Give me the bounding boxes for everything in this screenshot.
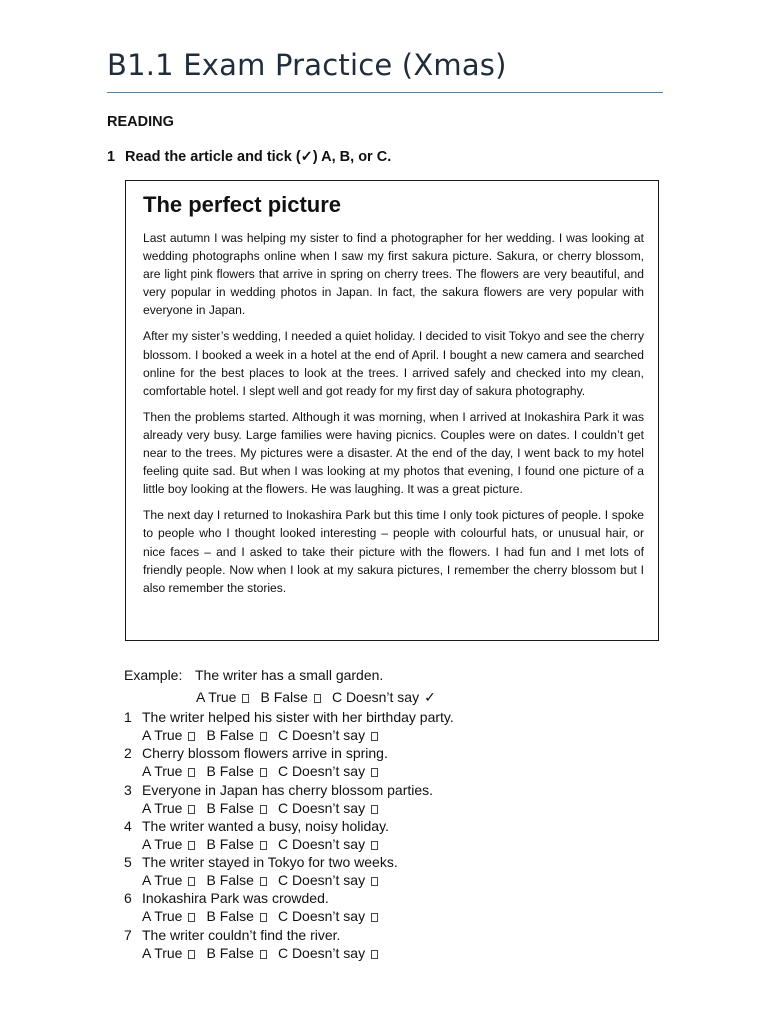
question-text: Inokashira Park was crowded. <box>142 890 329 907</box>
question-item <box>124 744 454 780</box>
checkbox-a[interactable] <box>188 950 195 959</box>
question-number: 5 <box>124 854 132 871</box>
option-b-label: B False <box>206 727 254 743</box>
checkbox-a[interactable] <box>188 913 195 922</box>
page-title: B1.1 Exam Practice (Xmas) <box>107 48 507 82</box>
question-text: Cherry blossom flowers arrive in spring. <box>142 745 388 762</box>
checkbox-c[interactable] <box>371 805 378 814</box>
checkbox-c[interactable] <box>371 768 378 777</box>
option-b-label: B False <box>260 689 308 705</box>
option-a-label: A True <box>142 835 183 852</box>
article-paragraph: After my sister’s wedding, I needed a quiet holiday. I decided to visit Tokyo and see the cherry blossom. I booked a week in a hotel at the end of April. I bought a new camera and searched online for the best places to look at the trees. I arrived safely and checked into my clean, comfortable hotel. I slept well and got ready for my first day of sakura photography. <box>143 329 644 398</box>
option-b-label: B False <box>206 944 254 961</box>
question-list <box>124 708 454 962</box>
option-b-label: B False <box>206 763 254 780</box>
option-c-label: C Doesn’t say <box>331 689 420 705</box>
question-number: 3 <box>124 781 132 798</box>
question-text: The writer stayed in Tokyo for two weeks. <box>142 854 398 871</box>
option-a-label: A True <box>142 872 183 889</box>
question-number: 6 <box>124 890 132 907</box>
question-item <box>124 817 454 853</box>
example-block <box>124 665 436 707</box>
question-number: 7 <box>124 926 132 943</box>
option-b-label: B False <box>206 835 254 852</box>
option-a-label: A True <box>142 944 183 961</box>
checkbox-c[interactable] <box>371 841 378 850</box>
option-b-label: B False <box>206 908 254 925</box>
article-paragraph: Then the problems started. Although it was morning, when I arrived at Inokashira Park it was already very busy. Large families were having picnics. Couples were on dates. I couldn’t get near to the trees. My pictures were a disaster. At the end of the day, I went back to my hotel feeling quite sad. But when I was looking at my photos that evening, I found one picture of a little boy looking at the flowers. He was laughing. It was a great picture. <box>143 409 644 497</box>
option-c-label: C Doesn’t say <box>277 799 366 816</box>
title-underline <box>107 92 663 93</box>
checkbox-a[interactable] <box>242 694 249 703</box>
option-a-label: A True <box>196 689 237 705</box>
checkbox-b[interactable] <box>260 950 267 959</box>
example-options <box>124 687 436 707</box>
checkbox-b[interactable] <box>260 732 267 741</box>
checkbox-a[interactable] <box>188 877 195 886</box>
option-c-label: C Doesn’t say <box>277 727 366 743</box>
checkbox-c[interactable] <box>371 950 378 959</box>
option-a-label: A True <box>142 763 183 780</box>
checkbox-b[interactable] <box>314 694 321 703</box>
question-text: The writer couldn’t find the river. <box>142 926 341 943</box>
option-c-label: C Doesn’t say <box>277 944 366 961</box>
option-a-label: A True <box>142 908 183 925</box>
question-item <box>124 781 454 817</box>
question-item <box>124 853 454 889</box>
tick-icon: ✓ <box>424 689 436 705</box>
checkbox-c[interactable] <box>371 732 378 741</box>
question-number: 2 <box>124 745 132 762</box>
checkbox-c[interactable] <box>371 877 378 886</box>
task-instruction <box>107 149 391 165</box>
checkbox-a[interactable] <box>188 841 195 850</box>
article-box <box>125 180 659 641</box>
question-number: 4 <box>124 817 132 834</box>
example-label: Example: <box>124 667 183 683</box>
checkbox-b[interactable] <box>260 913 267 922</box>
option-c-label: C Doesn’t say <box>277 763 366 780</box>
question-item <box>124 926 454 962</box>
option-c-label: C Doesn’t say <box>277 835 366 852</box>
checkbox-b[interactable] <box>260 877 267 886</box>
checkbox-a[interactable] <box>188 732 195 741</box>
checkbox-c[interactable] <box>371 913 378 922</box>
task-text: Read the article and tick (✓) A, B, or C. <box>125 149 392 165</box>
option-b-label: B False <box>206 799 254 816</box>
option-b-label: B False <box>206 872 254 889</box>
task-number: 1 <box>107 149 116 165</box>
article-paragraph: Last autumn I was helping my sister to find a photographer for her wedding. I was looking at wedding photographs online when I saw my first sakura picture. Sakura, or cherry blossom, are light pink flowers that arrive in spring on cherry trees. The flowers are very beautiful, and very popular in wedding photos in Japan. In fact, the sakura flowers are very popular with everyone in Japan. <box>143 231 644 318</box>
checkbox-b[interactable] <box>260 841 267 850</box>
question-text: Everyone in Japan has cherry blossom parties. <box>142 781 434 798</box>
question-item <box>124 889 454 925</box>
section-heading: READING <box>107 114 174 130</box>
question-text: The writer wanted a busy, noisy holiday. <box>142 817 389 834</box>
question-text: The writer helped his sister with her birthday party. <box>142 709 454 725</box>
checkbox-a[interactable] <box>188 768 195 777</box>
option-c-label: C Doesn’t say <box>277 872 366 889</box>
article-title: The perfect picture <box>143 192 342 217</box>
question-item <box>124 708 454 744</box>
option-a-label: A True <box>142 799 183 816</box>
question-number: 1 <box>124 709 132 725</box>
checkbox-a[interactable] <box>188 805 195 814</box>
checkbox-b[interactable] <box>260 805 267 814</box>
article-paragraph: The next day I returned to Inokashira Park but this time I only took pictures of people. I spoke to people who I thought looked interesting – people with colourful hats, or unusual hair, or nice faces – and I asked to take their picture with the flowers. I had fun and I met lots of friendly people. Now when I look at my sakura pictures, I remember the cherry blossom but I also remember the stories. <box>143 508 644 595</box>
example-text: The writer has a small garden. <box>195 667 384 683</box>
option-a-label: A True <box>142 727 183 743</box>
article-body <box>143 229 644 605</box>
checkbox-b[interactable] <box>260 768 267 777</box>
option-c-label: C Doesn’t say <box>277 908 366 925</box>
